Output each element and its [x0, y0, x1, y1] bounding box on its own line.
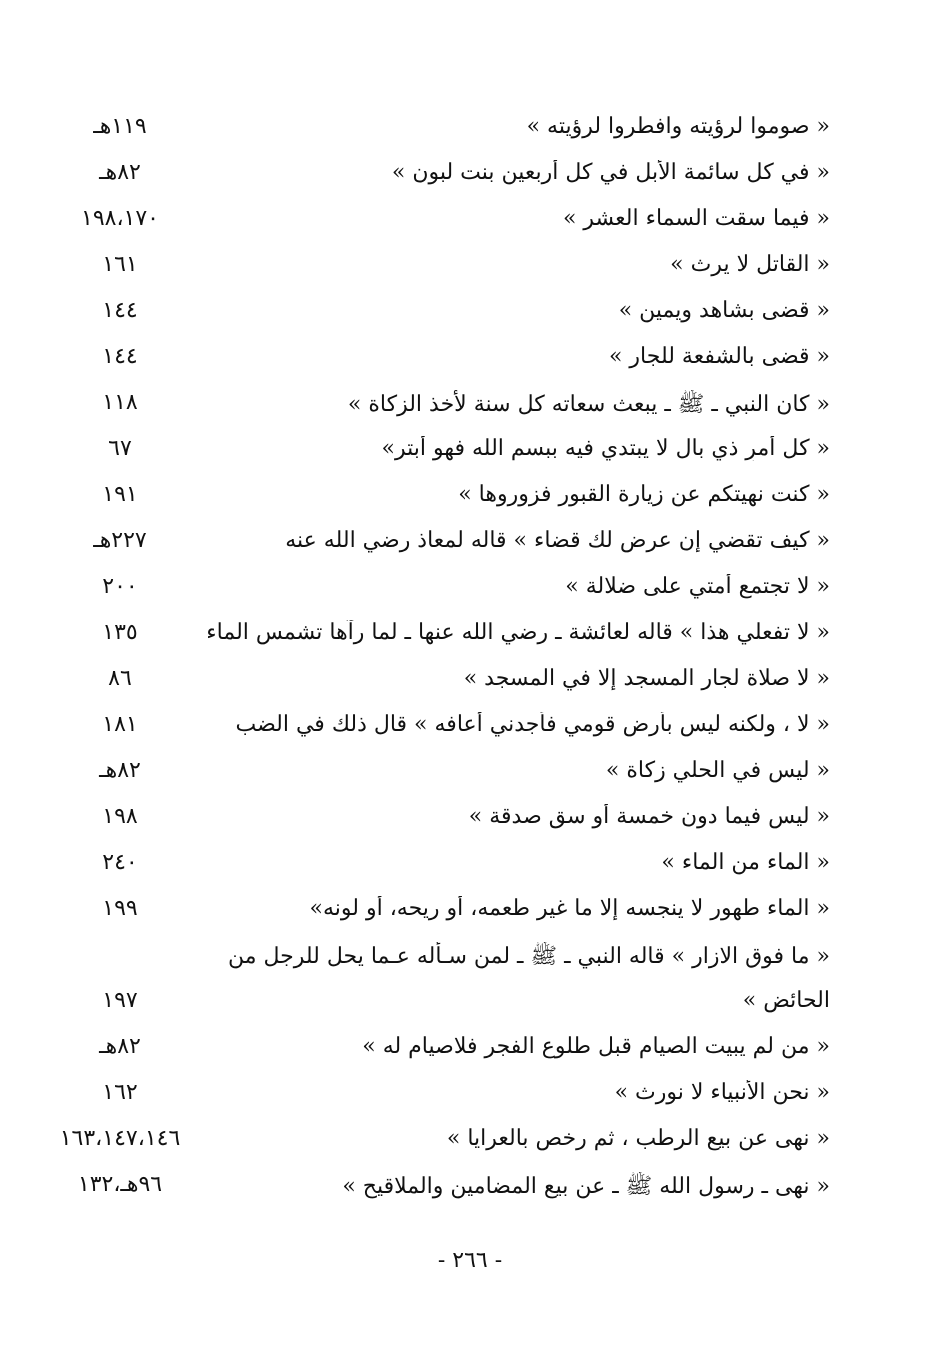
- index-entry: [0, 522, 940, 568]
- entry-text: « كل أمرٍ ذي بال لا يبتدي فيه ببسم الله فهو أبتر»: [381, 436, 830, 461]
- entry-text: « لا صلاة لجار المسجد إلا في المسجد »: [463, 666, 830, 691]
- entry-text: « ليس فيما دون خمسة أو سق صدقة »: [468, 804, 830, 829]
- entry-pages: ٢٠٠: [102, 574, 138, 599]
- index-entry: [0, 614, 940, 660]
- entry-pages: ١٩٨: [102, 804, 138, 829]
- entry-pages: ٩٦هـ،١٣٢: [77, 1172, 163, 1197]
- index-entry: [0, 476, 940, 522]
- entry-pages: ١٤٤: [102, 298, 138, 323]
- entry-pages: ١٦٢: [102, 1080, 138, 1105]
- index-entry: [0, 890, 940, 936]
- entry-text: « ما فوق الازار » قاله النبي ـ ﷺ ـ لمن سـأله عـما يحل للرجل من: [227, 944, 830, 969]
- index-entry: [0, 1028, 940, 1074]
- entry-pages: ١١٨: [102, 390, 138, 415]
- entry-pages: ٦٧: [108, 436, 132, 461]
- index-entry: [0, 936, 940, 982]
- entry-pages: ١٩٧: [102, 988, 138, 1013]
- page-number: - ٢٦٦ -: [437, 1248, 503, 1273]
- index-entry: [0, 246, 940, 292]
- index-entry: [0, 798, 940, 844]
- entry-pages: ١٨١: [102, 712, 138, 737]
- index-entry: [0, 1166, 940, 1212]
- entry-text: « قضى بشاهد ويمين »: [618, 298, 830, 323]
- entry-text: « قضى بالشفعة للجار »: [608, 344, 830, 369]
- entry-text: « القاتل لا يرث »: [670, 252, 830, 277]
- entry-text: « لا تفعلي هذا » قاله لعائشة ـ رضي الله عنها ـ لما رآها تشمس الماء: [206, 620, 830, 645]
- index-entry: [0, 200, 940, 246]
- entry-pages: ١٦٣،١٤٧،١٤٦: [59, 1126, 181, 1151]
- index-entry: [0, 568, 940, 614]
- entry-pages: ٢٤٠: [102, 850, 138, 875]
- entry-text: « من لم يبيت الصيام قبل طلوع الفجر فلاصيام له »: [362, 1034, 830, 1059]
- entry-pages: ١٩٩: [102, 896, 138, 921]
- entry-text: « فيما سقت السماء العشر »: [562, 206, 830, 231]
- entry-text: « نهى عن بيع الرطب ، ثم رخص بالعرايا »: [446, 1126, 830, 1151]
- entry-pages: ١٦١: [102, 252, 138, 277]
- index-entry: [0, 1120, 940, 1166]
- entry-text: الحائض »: [742, 988, 830, 1013]
- entry-pages: ١٩٨،١٧٠: [81, 206, 159, 231]
- index-entry: [0, 660, 940, 706]
- entry-pages: ٢٢٧هـ: [93, 528, 147, 553]
- index-entry: [0, 706, 940, 752]
- index-entry: [0, 338, 940, 384]
- entry-pages: ٨٢هـ: [99, 1034, 141, 1059]
- entry-text: « الماء من الماء »: [661, 850, 830, 875]
- entry-text: « في كل سائمة الأبل في كل أربعين بنت لبون »: [391, 160, 830, 185]
- entry-text: « نحن الأنبياء لا نورث »: [614, 1080, 830, 1105]
- entry-text: « نهى ـ رسول الله ﷺ ـ عن بيع المضامين والملاقيح »: [342, 1174, 830, 1199]
- entry-text: « كنت نهيتكم عن زيارة القبور فزوروها »: [458, 482, 830, 507]
- entry-pages: ١٩١: [102, 482, 138, 507]
- entry-pages: ١١٩هـ: [93, 114, 147, 139]
- index-entry: [0, 292, 940, 338]
- entry-text: « ليس في الحلي زكاة »: [605, 758, 830, 783]
- index-entry: [0, 384, 940, 430]
- index-entry: [0, 154, 940, 200]
- index-entry: [0, 844, 940, 890]
- entry-pages: ٨٢هـ: [99, 160, 141, 185]
- entry-text: « صوموا لرؤيته وافطروا لرؤيته »: [526, 114, 830, 139]
- index-entry: [0, 752, 940, 798]
- entry-text: « كيف تقضي إن عرض لك قضاء » قاله لمعاذ رضي الله عنه: [285, 528, 830, 553]
- entry-pages: ٨٢هـ: [99, 758, 141, 783]
- entry-text: « لا تجتمع أمتي على ضلالة »: [565, 574, 830, 599]
- index-entry: [0, 982, 940, 1028]
- index-entry: [0, 108, 940, 154]
- hadith-index-list: [0, 108, 940, 1212]
- entry-pages: ١٤٤: [102, 344, 138, 369]
- entry-pages: ١٣٥: [102, 620, 138, 645]
- entry-text: « لا ، ولكنه ليس بأرض قومي فأجدني أعافه » قال ذلك في الضب: [235, 712, 830, 737]
- index-entry: [0, 430, 940, 476]
- entry-text: « الماء طهور لا ينجسه إلا ما غير طعمه، أو ريحه، أو لونه»: [309, 896, 830, 921]
- index-entry: [0, 1074, 940, 1120]
- entry-pages: ٨٦: [108, 666, 132, 691]
- entry-text: « كان النبي ـ ﷺ ـ يبعث سعاته كل سنة لأخذ الزكاة »: [347, 392, 830, 417]
